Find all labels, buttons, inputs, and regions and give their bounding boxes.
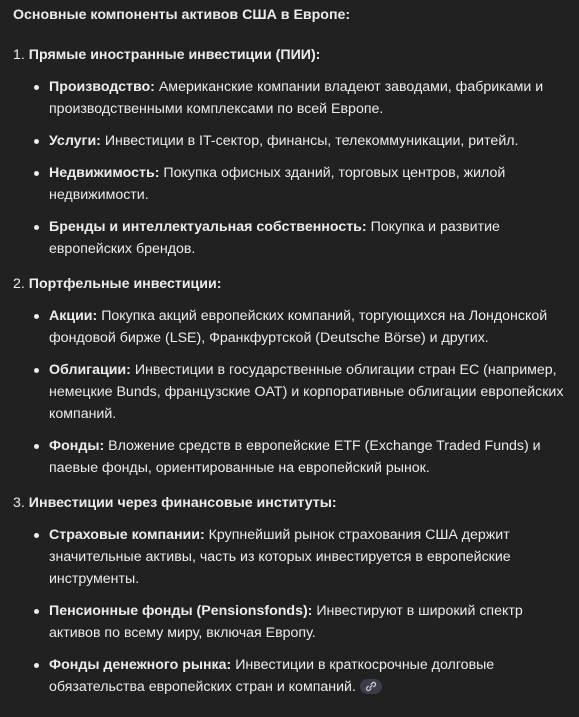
item-text: Инвестиции в IT-сектор, финансы, телекоммуникации, ритейл. xyxy=(100,133,519,149)
bullet-icon xyxy=(34,314,39,319)
item-text: Инвестируют в широкий спектр активов по всему миру, включая Европу. xyxy=(49,603,523,641)
list-item xyxy=(49,654,573,698)
item-term: Недвижимость: xyxy=(49,165,160,181)
section-title xyxy=(13,492,573,514)
bullet-icon xyxy=(34,85,39,90)
link-icon xyxy=(365,681,377,692)
section-title-text: Инвестиции через финансовые институты: xyxy=(28,495,337,511)
bullet-list xyxy=(13,76,573,260)
item-term: Услуги: xyxy=(49,133,101,149)
item-text: Покупка акций европейских компаний, торгующихся на Лондонской фондовой бирже (LSE), Франкфуртской (Deutsche Börse) и других. xyxy=(49,308,548,346)
item-term: Облигации: xyxy=(49,362,131,378)
item-term: Акции: xyxy=(49,308,98,324)
section-number: 1. xyxy=(13,47,25,63)
item-term: Фонды: xyxy=(49,438,105,454)
list-item xyxy=(49,76,573,120)
bullet-icon xyxy=(34,368,39,373)
section-title xyxy=(13,273,573,295)
section-number: 2. xyxy=(13,276,25,292)
bullet-icon xyxy=(34,609,39,614)
section-number: 3. xyxy=(13,495,25,511)
bullet-list xyxy=(13,524,573,698)
list-item xyxy=(49,600,573,644)
section-title-text: Портфельные инвестиции: xyxy=(28,276,222,292)
item-term: Страховые компании: xyxy=(49,527,205,543)
item-text: Покупка и развитие европейских брендов. xyxy=(49,219,500,257)
bullet-icon xyxy=(34,171,39,176)
bullet-icon xyxy=(34,533,39,538)
list-item xyxy=(49,162,573,206)
citation-link-button[interactable] xyxy=(360,679,382,694)
item-term: Фонды денежного рынка: xyxy=(49,657,232,673)
list-item xyxy=(49,216,573,260)
section-institutions xyxy=(13,492,573,698)
bullet-icon xyxy=(34,663,39,668)
list-item xyxy=(49,435,573,479)
item-text: Крупнейший рынок страхования США держит значительные активы, часть из которых инвестируется в европейские инструменты. xyxy=(49,527,511,587)
message-content xyxy=(13,4,573,711)
item-term: Пенсионные фонды (Pensionsfonds): xyxy=(49,603,313,619)
bullet-icon xyxy=(34,139,39,144)
section-portfolio xyxy=(13,273,573,479)
item-text: Вложение средств в европейские ETF (Exchange Traded Funds) и паевые фонды, ориентированные на европейский рынок. xyxy=(49,438,541,476)
item-text: Инвестиции в краткосрочные долговые обязательства европейских стран и компаний. xyxy=(49,657,495,695)
section-title xyxy=(13,44,573,66)
item-text: Американские компании владеют заводами, фабриками и производственными комплексами по всей Европе. xyxy=(49,79,544,117)
bullet-list xyxy=(13,305,573,479)
item-text: Инвестиции в государственные облигации стран ЕС (например, немецкие Bunds, французские OAT) и корпоративные облигации европейских компаний. xyxy=(49,362,564,422)
section-title-text: Прямые иностранные инвестиции (ПИИ): xyxy=(28,47,321,63)
bullet-icon xyxy=(34,444,39,449)
list-item xyxy=(49,359,573,425)
section-fdi xyxy=(13,44,573,260)
item-term: Производство: xyxy=(49,79,155,95)
bullet-icon xyxy=(34,225,39,230)
response-heading: Основные компоненты активов США в Европе: xyxy=(13,7,351,23)
item-text: Покупка офисных зданий, торговых центров, жилой недвижимости. xyxy=(49,165,506,203)
item-term: Бренды и интеллектуальная собственность: xyxy=(49,219,367,235)
list-item xyxy=(49,130,573,152)
list-item xyxy=(49,524,573,590)
list-item xyxy=(49,305,573,349)
